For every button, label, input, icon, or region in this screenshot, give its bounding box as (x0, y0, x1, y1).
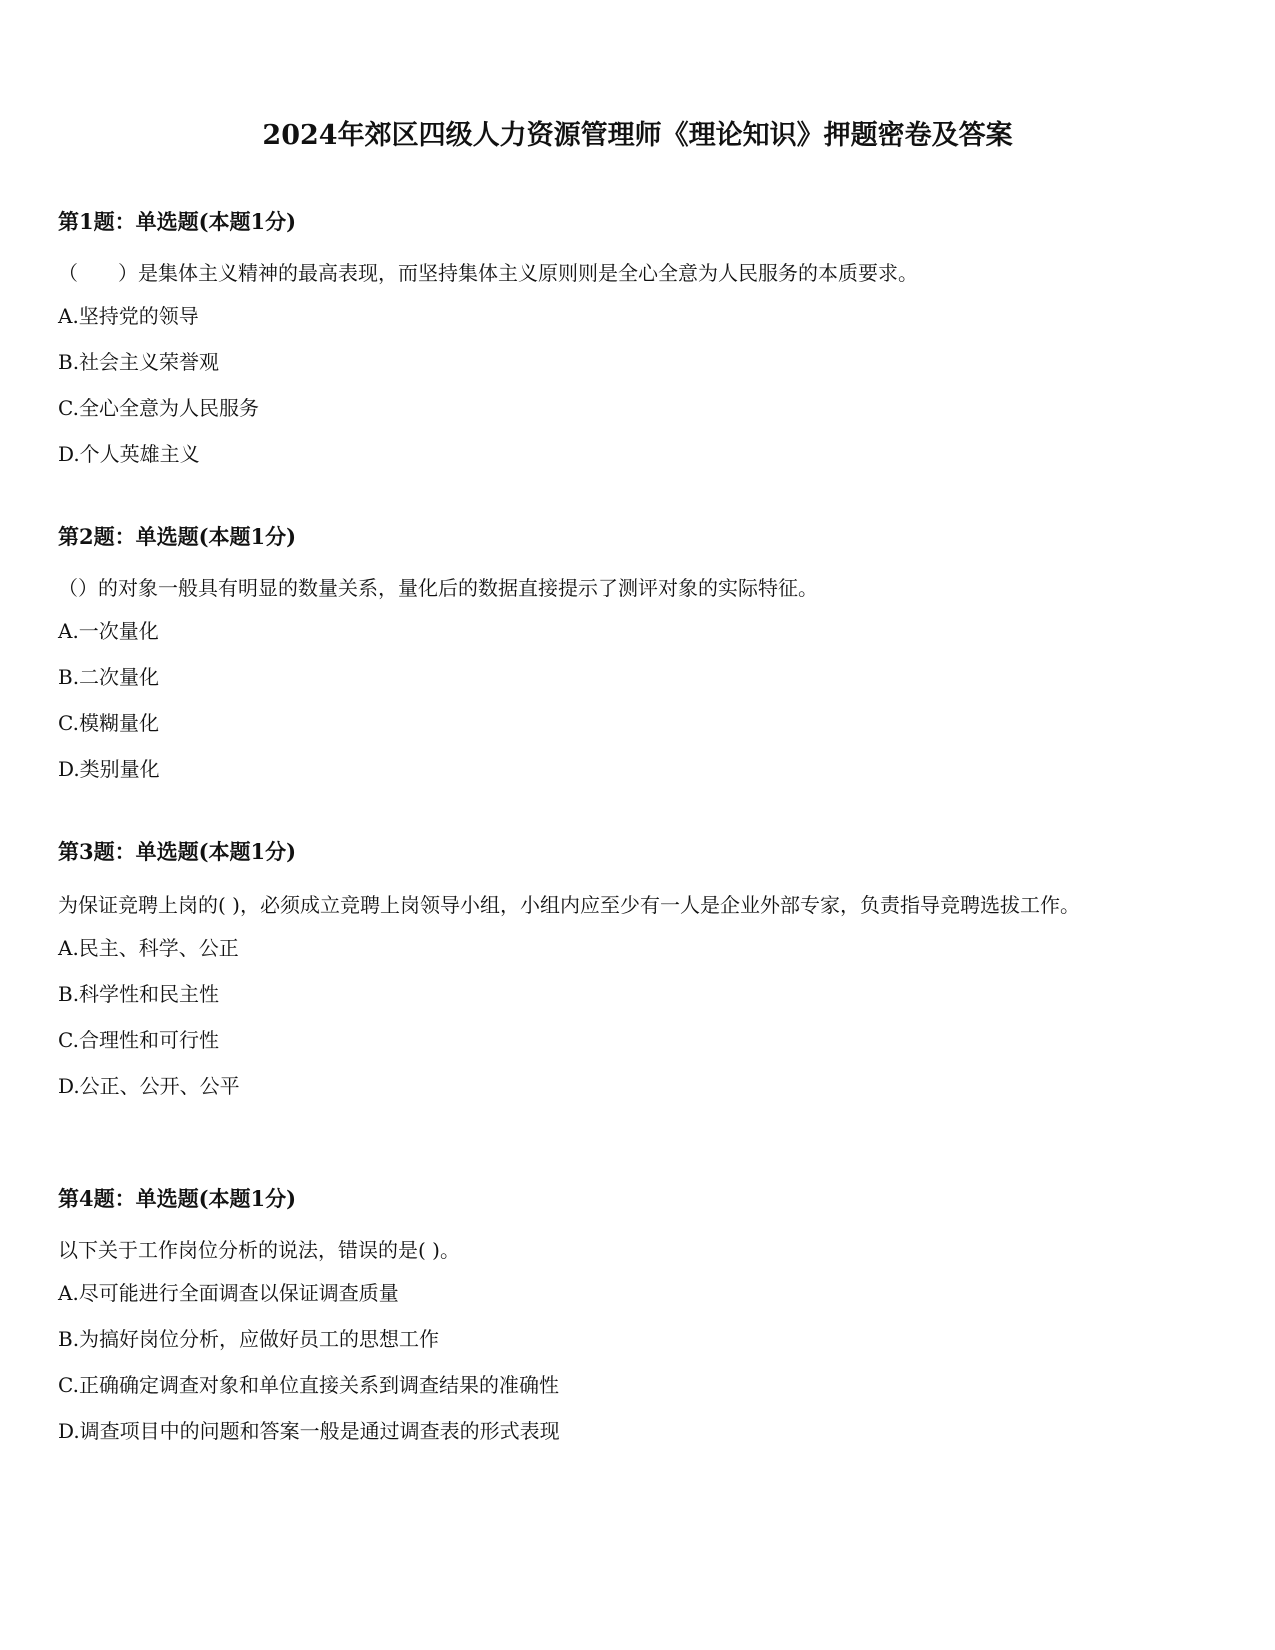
question-4 (58, 1184, 1218, 1462)
option-a: A.坚持党的领导 (58, 304, 199, 328)
option-d: D.公正、公开、公平 (58, 1074, 240, 1098)
option-list (58, 933, 1218, 1101)
option-a: A.民主、科学、公正 (58, 936, 239, 960)
question-stem: （ ）是集体主义精神的最高表现，而坚持集体主义原则则是全心全意为人民服务的本质要求。 (58, 261, 918, 285)
option-list (58, 616, 1218, 784)
question-3 (58, 837, 1218, 1117)
option-b: B.为搞好岗位分析，应做好员工的思想工作 (58, 1327, 440, 1351)
question-header: 第4题：单选题(本题1分) (58, 1186, 297, 1211)
option-d: D.调查项目中的问题和答案一般是通过调查表的形式表现 (58, 1419, 560, 1443)
option-b: B.科学性和民主性 (58, 982, 220, 1006)
option-c: C.合理性和可行性 (58, 1028, 219, 1052)
question-stem: 为保证竞聘上岗的( )，必须成立竞聘上岗领导小组，小组内应至少有一人是企业外部专家，负责指导竞聘选拔工作。 (58, 893, 1080, 917)
option-c: C.全心全意为人民服务 (58, 396, 259, 420)
option-a: A.一次量化 (58, 619, 159, 643)
question-header: 第2题：单选题(本题1分) (58, 524, 297, 549)
question-1 (58, 207, 1218, 485)
question-header: 第3题：单选题(本题1分) (58, 839, 297, 864)
option-c: C.模糊量化 (58, 711, 159, 735)
question-header: 第1题：单选题(本题1分) (58, 209, 297, 234)
option-b: B.社会主义荣誉观 (58, 350, 220, 374)
option-list (58, 1278, 1218, 1446)
question-2 (58, 522, 1218, 800)
option-b: B.二次量化 (58, 665, 160, 689)
option-a: A.尽可能进行全面调查以保证调查质量 (58, 1281, 399, 1305)
option-c: C.正确确定调查对象和单位直接关系到调查结果的准确性 (58, 1373, 559, 1397)
option-list (58, 301, 1218, 469)
question-stem: 以下关于工作岗位分析的说法，错误的是( )。 (58, 1238, 460, 1262)
option-d: D.类别量化 (58, 757, 160, 781)
document-title: 2024年郊区四级人力资源管理师《理论知识》押题密卷及答案 (262, 120, 1013, 151)
question-stem: （）的对象一般具有明显的数量关系，量化后的数据直接提示了测评对象的实际特征。 (58, 576, 818, 600)
option-d: D.个人英雄主义 (58, 442, 200, 466)
